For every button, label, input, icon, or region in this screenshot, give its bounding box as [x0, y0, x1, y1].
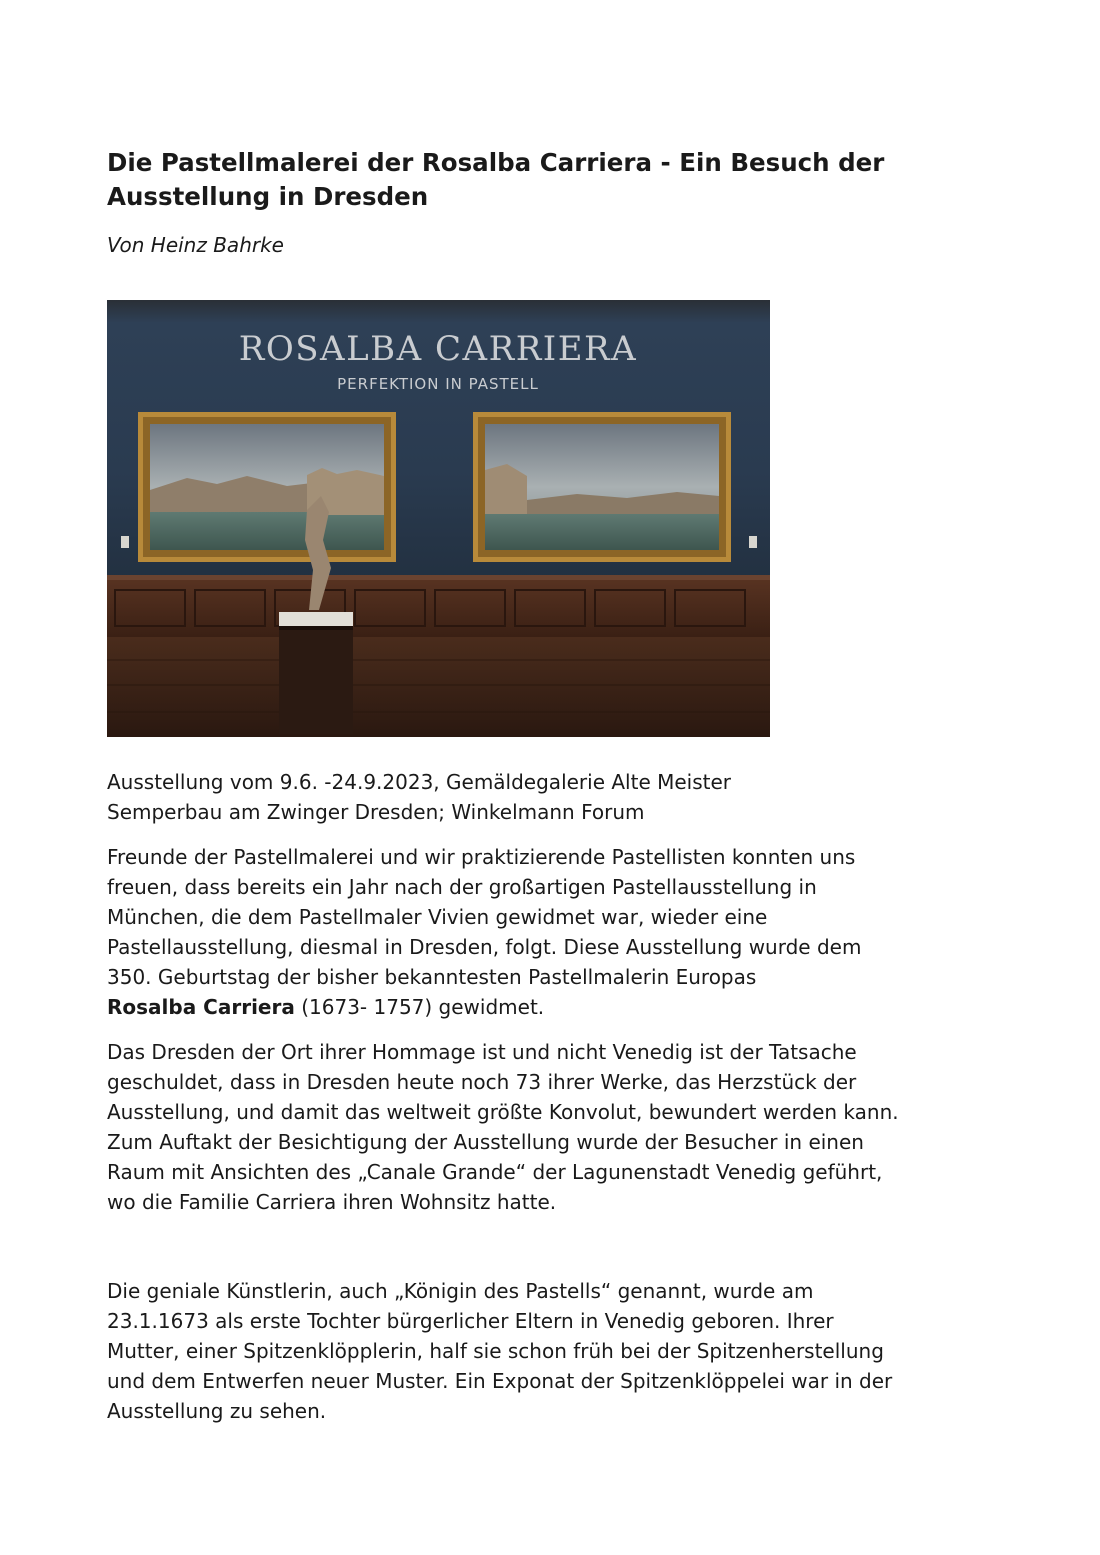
- title-line-1: Die Pastellmalerei der Rosalba Carriera - Ein Besuch der: [107, 148, 885, 177]
- article-author: Von Heinz Bahrke: [107, 233, 284, 257]
- paragraph-biography: [107, 1276, 1007, 1426]
- title-line-2: Ausstellung in Dresden: [107, 182, 429, 211]
- text-line: Raum mit Ansichten des „Canale Grande“ der Lagunenstadt Venedig geführt,: [107, 1160, 883, 1184]
- paragraph-dresden: [107, 1037, 1007, 1217]
- right-painting: [473, 412, 731, 562]
- text-line: [107, 992, 1007, 1022]
- photo-headline: ROSALBA CARRIERA: [238, 329, 638, 369]
- exhibition-info: [107, 767, 1007, 827]
- text-line: Ausstellung, und damit das weltweit größte Konvolut, bewundert werden kann.: [107, 1100, 899, 1124]
- left-painting: [138, 412, 396, 562]
- text-line: Semperbau am Zwinger Dresden; Winkelmann Forum: [107, 800, 645, 824]
- text-line: Pastellausstellung, diesmal in Dresden, folgt. Diese Ausstellung wurde dem: [107, 935, 862, 959]
- photo-subline: PERFEKTION IN PASTELL: [337, 375, 539, 393]
- text-line: 23.1.1673 als erste Tochter bürgerlicher Eltern in Venedig geboren. Ihrer: [107, 1309, 834, 1333]
- text-line: wo die Familie Carriera ihren Wohnsitz hatte.: [107, 1190, 557, 1214]
- text-line: Das Dresden der Ort ihrer Hommage ist und nicht Venedig ist der Tatsache: [107, 1040, 857, 1064]
- text-line: Freunde der Pastellmalerei und wir praktizierende Pastellisten konnten uns: [107, 845, 856, 869]
- text-line: Mutter, einer Spitzenklöpplerin, half sie schon früh bei der Spitzenherstellung: [107, 1339, 884, 1363]
- text-line: freuen, dass bereits ein Jahr nach der großartigen Pastellausstellung in: [107, 875, 817, 899]
- text-line: München, die dem Pastellmaler Vivien gewidmet war, wieder eine: [107, 905, 768, 929]
- text-line: Die geniale Künstlerin, auch „Königin des Pastells“ genannt, wurde am: [107, 1279, 814, 1303]
- article-title: [107, 146, 987, 214]
- exhibition-photo: [107, 300, 770, 737]
- text-line: Zum Auftakt der Besichtigung der Ausstellung wurde der Besucher in einen: [107, 1130, 864, 1154]
- artist-name-bold: Rosalba Carriera: [107, 995, 295, 1019]
- text-line: Ausstellung vom 9.6. -24.9.2023, Gemäldegalerie Alte Meister: [107, 770, 732, 794]
- text-line: 350. Geburtstag der bisher bekanntesten Pastellmalerin Europas: [107, 965, 757, 989]
- text-line: geschuldet, dass in Dresden heute noch 73 ihrer Werke, das Herzstück der: [107, 1070, 857, 1094]
- exhibition-hall-image: [107, 300, 770, 737]
- text-line: und dem Entwerfen neuer Muster. Ein Exponat der Spitzenklöppelei war in der: [107, 1369, 893, 1393]
- text-line: Ausstellung zu sehen.: [107, 1399, 327, 1423]
- text-fragment: (1673- 1757) gewidmet.: [294, 995, 545, 1019]
- paragraph-intro: [107, 842, 1007, 1022]
